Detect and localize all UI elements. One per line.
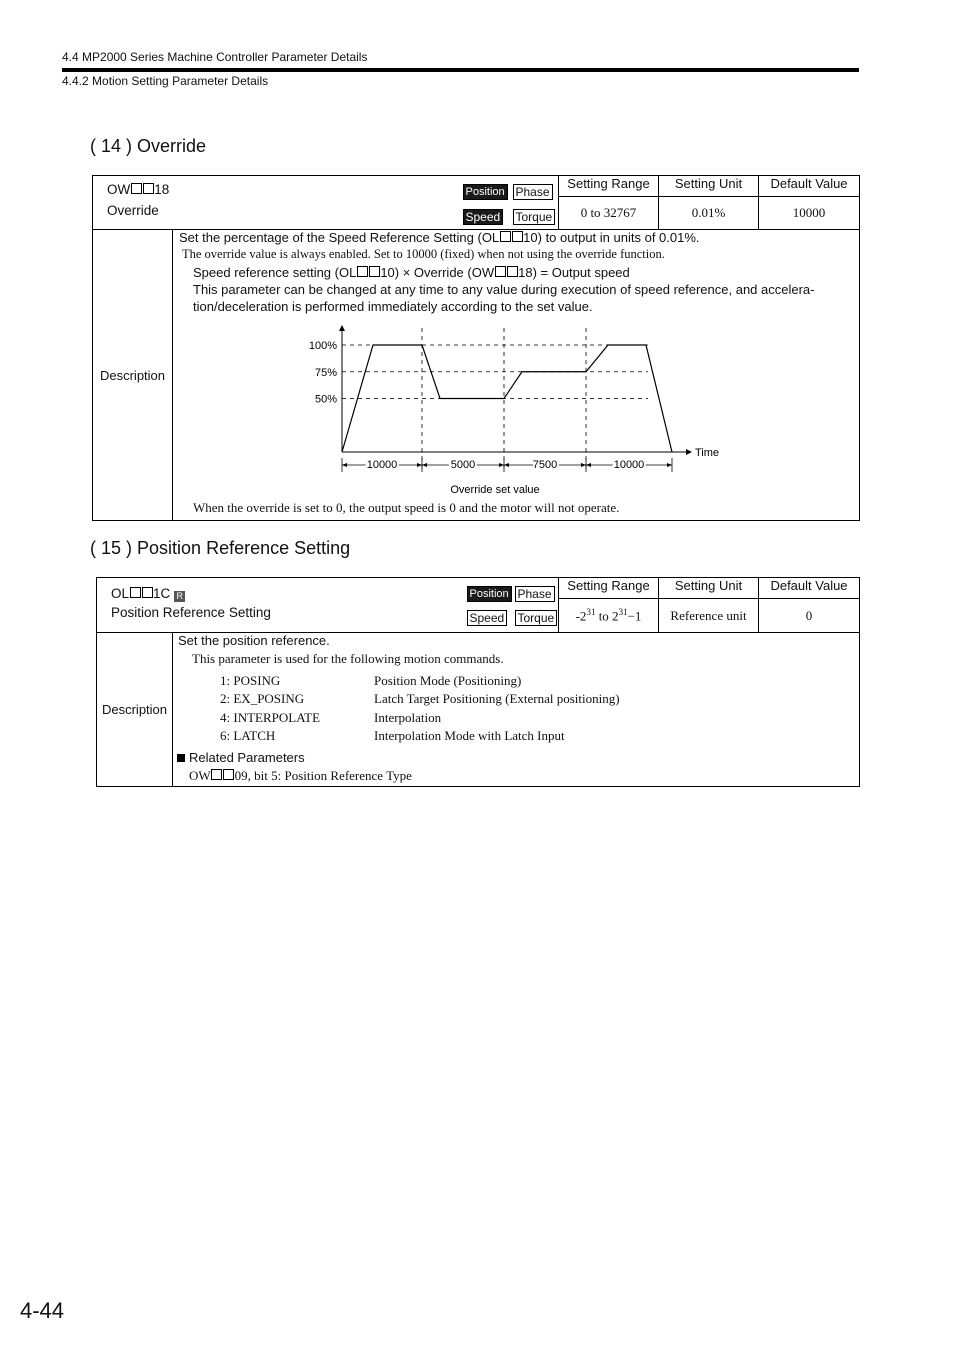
tag-speed: Speed (467, 610, 508, 626)
desc-line-4: This parameter can be changed at any time to any value during execution of speed reference, and accelera- (193, 282, 815, 297)
segment-override-label: 10000 (613, 458, 645, 471)
default-value: 0 (759, 599, 860, 633)
segment-override-label: 5000 (450, 458, 476, 471)
related-parameters-heading: Related Parameters (176, 750, 305, 765)
desc-line-2: This parameter is used for the following motion commands. (192, 651, 504, 666)
segment-override-label: 10000 (366, 458, 398, 471)
desc-note: When the override is set to 0, the output speed is 0 and the motor will not operate. (193, 500, 620, 515)
dimension-arrow (422, 463, 427, 467)
command-desc: Latch Target Positioning (External positioning) (374, 691, 620, 706)
section-number: ( 14 ) (90, 136, 133, 156)
command-code: 1: POSING (220, 673, 281, 688)
command-desc: Position Mode (Positioning) (374, 673, 522, 688)
command-code: 4: INTERPOLATE (220, 710, 321, 725)
section-title-text: Position Reference Setting (137, 538, 351, 558)
chart-caption: Override set value (450, 484, 540, 496)
tag-torque: Torque (513, 209, 556, 225)
y-tick-label: 75% (314, 366, 337, 379)
y-tick-label: 100% (308, 340, 337, 352)
command-desc: Interpolation (374, 710, 442, 725)
control-mode-tags (463, 578, 559, 633)
tag-phase: Phase (513, 184, 553, 200)
desc-line-2: The override value is always enabled. Set to 10000 (fixed) when not using the override function. (182, 247, 665, 261)
dimension-arrow (342, 463, 347, 467)
default-value: 10000 (759, 197, 860, 230)
section-title-text: Override (137, 136, 207, 156)
register-cell (97, 578, 463, 633)
tag-speed: Speed (463, 209, 504, 225)
dimension-arrow (504, 463, 509, 467)
col-header-setting-range: Setting Range (559, 578, 659, 599)
segment-override-label: 7500 (532, 458, 558, 471)
description-label: Description (93, 230, 173, 521)
col-header-setting-unit: Setting Unit (659, 578, 759, 599)
dimension-arrow (667, 463, 672, 467)
dimension-arrow (586, 463, 591, 467)
bullet-square-icon (177, 754, 185, 762)
override-dimension-marks (342, 458, 672, 472)
col-header-default-value: Default Value (759, 176, 860, 197)
header-section: 4.4 MP2000 Series Machine Controller Parameter Details (62, 50, 368, 64)
section-title-posref (90, 538, 350, 559)
register-name: Override (107, 203, 159, 218)
register-number: OL 1C R (111, 586, 185, 602)
tag-position: Position (467, 586, 512, 602)
setting-range-value: $-2^{31}$ to $2^{31}-1$ (559, 599, 659, 633)
description-label: Description (97, 633, 173, 787)
command-code: 2: EX_POSING (220, 691, 305, 706)
col-header-setting-unit: Setting Unit (659, 176, 759, 197)
chart-y-ticks (309, 340, 337, 406)
desc-formula: Speed reference setting (OL 10) × Override (OW 18) = Output speed (193, 265, 630, 280)
col-header-default-value: Default Value (759, 578, 860, 599)
register-badge: R (174, 591, 185, 602)
dimension-arrow (581, 463, 586, 467)
register-number: OW 18 (107, 182, 170, 197)
y-tick-label: 50% (314, 393, 337, 406)
page-number: 4-44 (20, 1298, 65, 1323)
y-axis-arrow (339, 325, 345, 331)
desc-line-1: Set the position reference. (178, 633, 330, 648)
x-axis-label: Time (695, 447, 720, 459)
header-subsection: 4.4.2 Motion Setting Parameter Details (62, 74, 269, 88)
tag-position: Position (463, 184, 508, 200)
command-code: 6: LATCH (220, 728, 276, 743)
desc-line-1: Set the percentage of the Speed Reference Setting (OL 10) to output in units of 0.01%. (179, 230, 700, 245)
override-chart (0, 0, 954, 560)
dimension-arrow (499, 463, 504, 467)
setting-unit-value: Reference unit (659, 599, 759, 633)
setting-unit-value: 0.01% (659, 197, 759, 230)
dimension-arrow (417, 463, 422, 467)
x-axis-arrow (686, 449, 692, 455)
command-desc: Interpolation Mode with Latch Input (374, 728, 565, 743)
setting-range-value: 0 to 32767 (559, 197, 659, 230)
section-number: ( 15 ) (90, 538, 133, 558)
tag-torque: Torque (515, 610, 558, 626)
desc-line-5: tion/deceleration is performed immediately according to the set value. (193, 299, 593, 314)
related-parameter-item: OW 09, bit 5: Position Reference Type (189, 768, 412, 783)
col-header-setting-range: Setting Range (559, 176, 659, 197)
tag-phase: Phase (515, 586, 555, 602)
register-name: Position Reference Setting (111, 605, 271, 620)
